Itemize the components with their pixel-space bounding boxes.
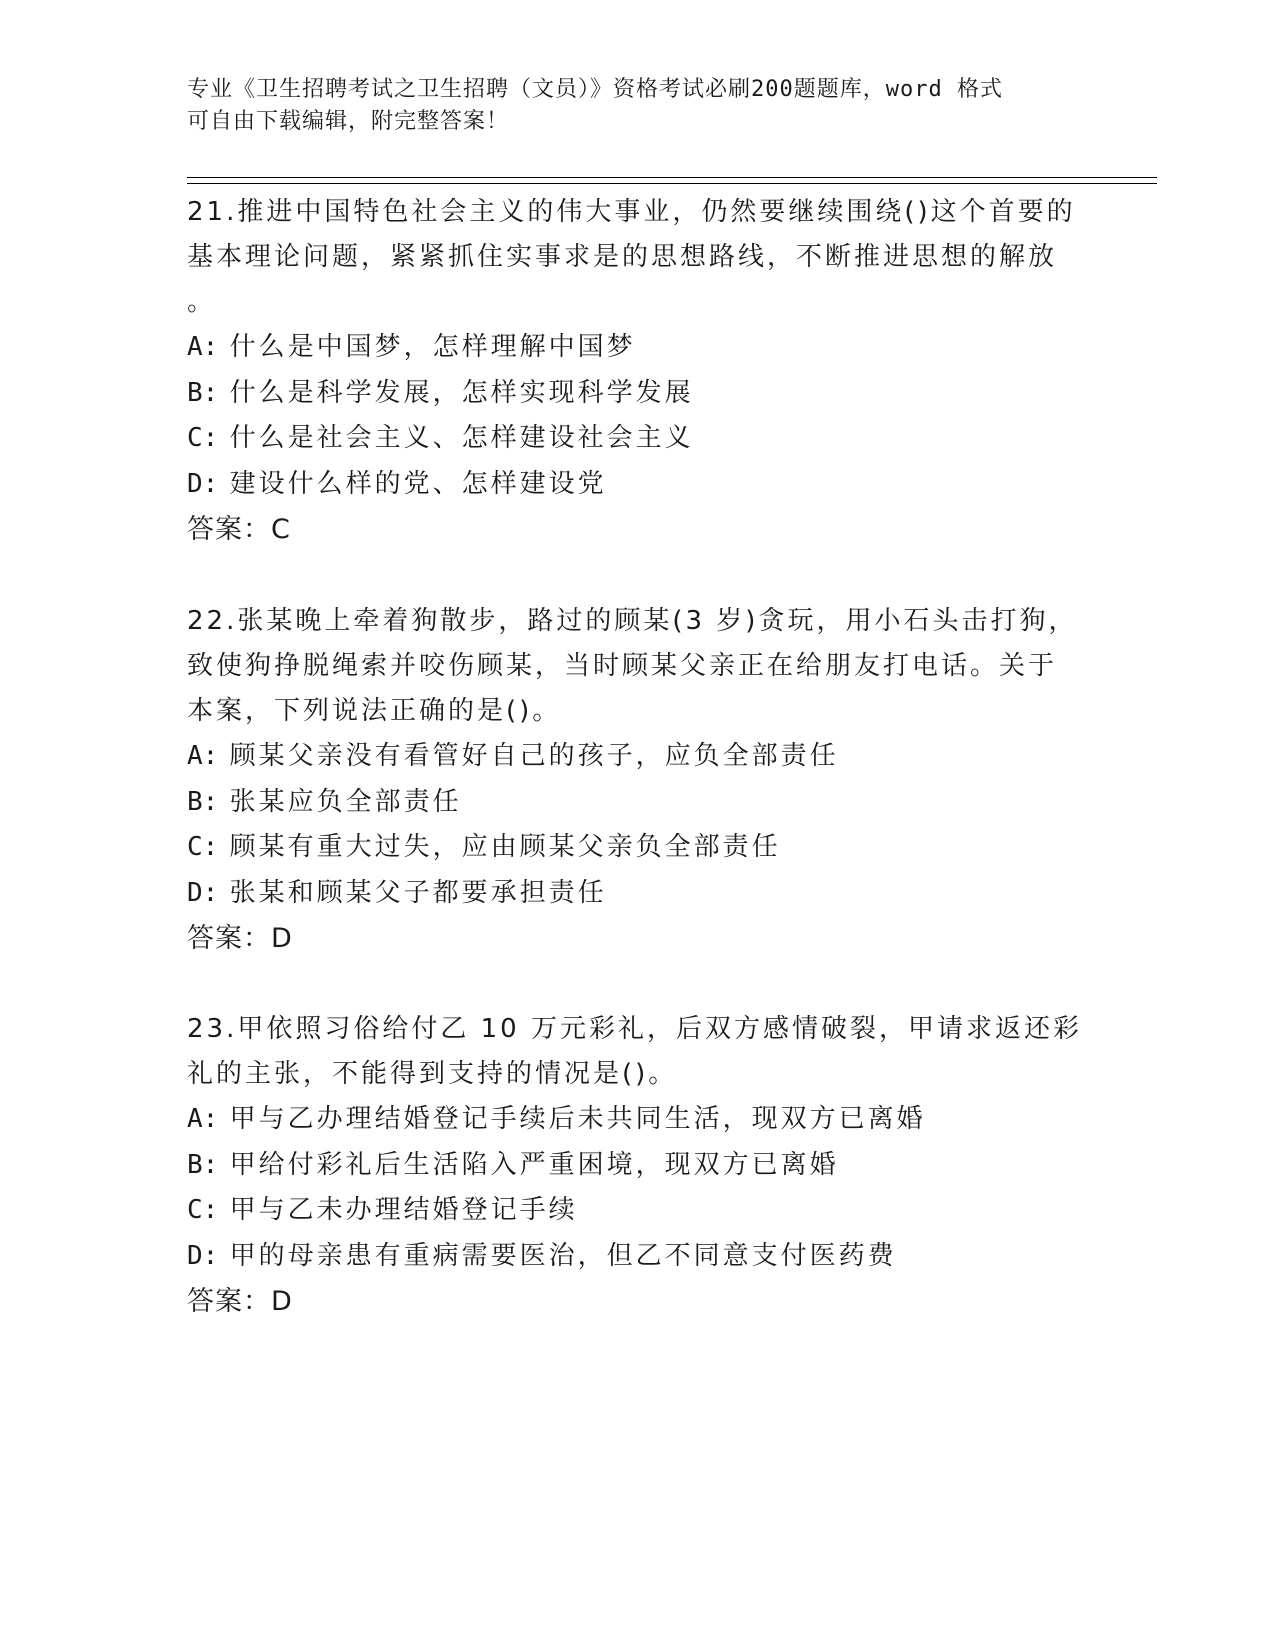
option-text: 建设什么样的党、怎样建设党 [229, 468, 607, 499]
option-text: 甲与乙办理结婚登记手续后未共同生活，现双方已离婚 [229, 1104, 926, 1134]
answer-line: 答案：D [187, 1286, 293, 1317]
option-text: 张某和顾某父子都要承担责任 [229, 877, 607, 908]
option-key: C: [187, 423, 219, 453]
option-c [187, 1188, 1087, 1234]
option-text: 甲给付彩礼后生活陷入严重困境，现双方已离婚 [229, 1149, 839, 1180]
question-stem-line: 礼的主张，不能得到支持的情况是()。 [187, 1059, 678, 1089]
option-b [187, 371, 1087, 417]
question-21 [187, 190, 1087, 553]
question-stem-line: 22.张某晚上牵着狗散步，路过的顾某(3 岁)贪玩，用小石头击打狗， [187, 606, 1078, 636]
question-stem-line: 。 [187, 287, 217, 317]
question-23 [187, 1007, 1087, 1325]
header-line-2: 可自由下载编辑，附完整答案！ [187, 109, 510, 134]
option-key: A: [187, 1104, 219, 1134]
option-key: D: [187, 877, 219, 908]
option-key: C: [187, 1195, 219, 1225]
option-text: 顾某父亲没有看管好自己的孩子，应负全部责任 [229, 741, 839, 771]
option-c [187, 416, 1087, 462]
option-text: 张某应负全部责任 [229, 786, 462, 817]
option-key: B: [187, 377, 219, 408]
option-key: D: [187, 1240, 219, 1271]
option-key: B: [187, 786, 219, 817]
option-key: D: [187, 468, 219, 499]
answer-line: 答案：C [187, 514, 291, 545]
option-d [187, 871, 1087, 917]
option-key: A: [187, 332, 219, 362]
option-a [187, 734, 1087, 780]
question-stem-line: 23.甲依照习俗给付乙 10 万元彩礼，后双方感情破裂，甲请求返还彩 [187, 1014, 1082, 1044]
option-key: C: [187, 832, 219, 862]
option-c [187, 825, 1087, 871]
option-a [187, 325, 1087, 371]
header-line-1: 专业《卫生招聘考试之卫生招聘（文员）》资格考试必刷200题题库，word 格式 [187, 77, 1003, 102]
option-key: B: [187, 1149, 219, 1180]
option-d [187, 462, 1087, 508]
header-divider-bottom [187, 183, 1157, 184]
option-text: 什么是科学发展，怎样实现科学发展 [229, 377, 694, 408]
document-header [187, 74, 1087, 138]
question-22 [187, 599, 1087, 962]
option-a [187, 1097, 1087, 1143]
question-stem-line: 致使狗挣脱绳索并咬伤顾某，当时顾某父亲正在给朋友打电话。关于 [187, 651, 1058, 681]
header-divider-top [187, 177, 1157, 178]
question-stem-line: 本案，下列说法正确的是()。 [187, 696, 562, 726]
option-b [187, 1143, 1087, 1189]
question-stem-line: 21.推进中国特色社会主义的伟大事业，仍然要继续围绕()这个首要的 [187, 197, 1076, 227]
option-text: 什么是社会主义、怎样建设社会主义 [229, 423, 694, 453]
option-text: 什么是中国梦，怎样理解中国梦 [229, 332, 636, 362]
answer-line: 答案：D [187, 923, 293, 954]
option-d [187, 1234, 1087, 1280]
option-key: A: [187, 741, 219, 771]
question-stem-line: 基本理论问题，紧紧抓住实事求是的思想路线，不断推进思想的解放 [187, 242, 1058, 272]
option-text: 甲的母亲患有重病需要医治，但乙不同意支付医药费 [229, 1240, 897, 1271]
option-b [187, 780, 1087, 826]
option-text: 甲与乙未办理结婚登记手续 [229, 1195, 578, 1225]
option-text: 顾某有重大过失，应由顾某父亲负全部责任 [229, 832, 781, 862]
